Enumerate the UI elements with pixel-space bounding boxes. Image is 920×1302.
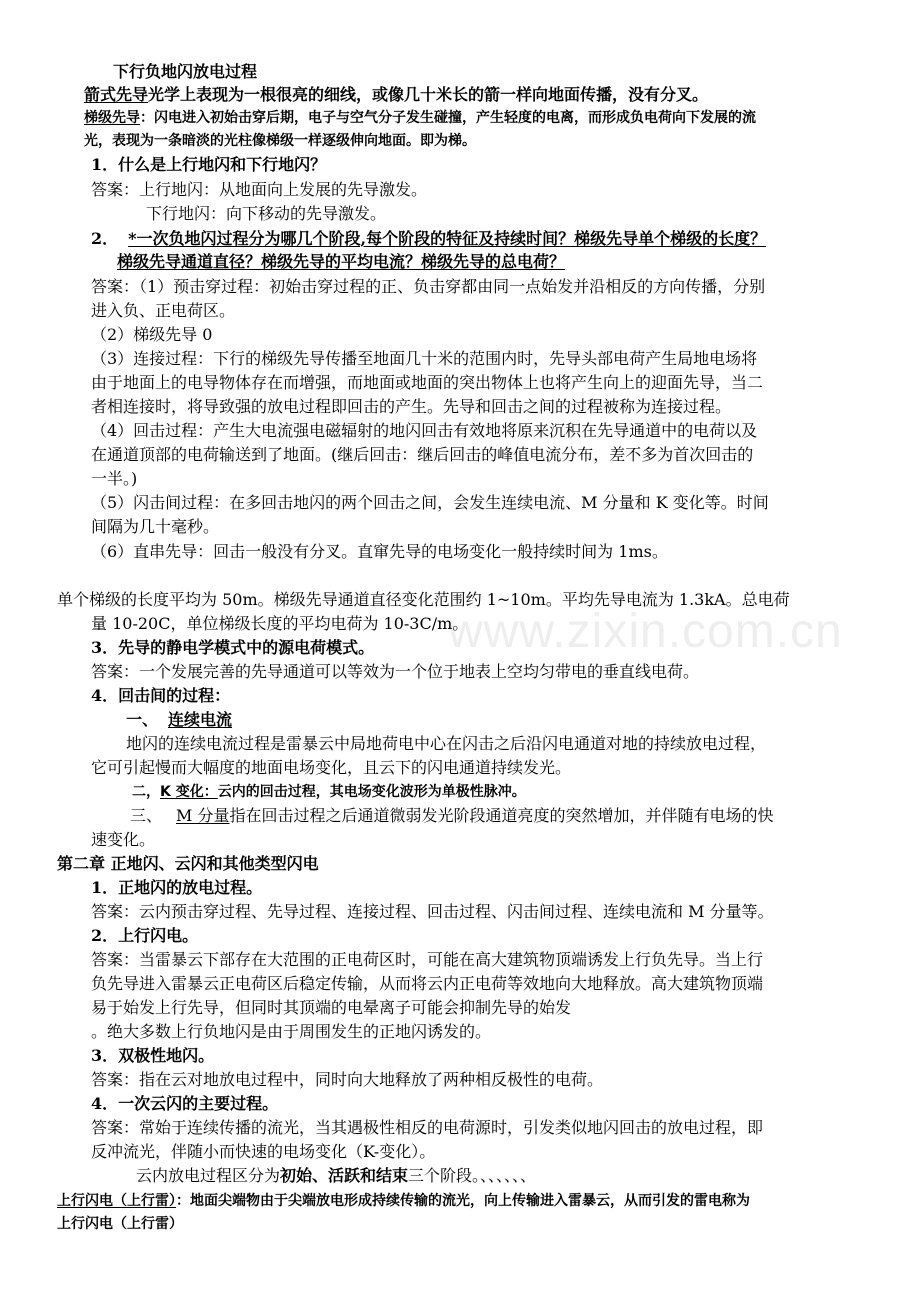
q2-answer-3: （3）连接过程：下行的梯级先导传播至地面几十米的范围内时，先导头部电荷产生局地电场将 (91, 349, 758, 368)
ch2-a2: 答案：当雷暴云下部存在大范围的正电荷区时，可能在高大建筑物顶端诱发上行负先导。当上行 (91, 950, 764, 969)
ch2-q2: 2．上行闪电。 (91, 926, 199, 945)
ch2-q3: 3．双极性地闪。 (91, 1046, 215, 1065)
q4-item-2 (132, 781, 526, 803)
ch2-a4: 答案：常始于连续传播的流光，当其遇极性相反的电荷源时，引发类似地闪回击的放电过程，即 (91, 1118, 764, 1137)
watermark: www.zixin.com.cn (448, 605, 843, 658)
stepped-leader-term: 梯级先导 (84, 110, 140, 126)
q2-answer-1: 答案：（1）预击穿过程：初始击穿过程的正、负击穿都由同一点始发并沿相反的方向传播，分别 (91, 277, 766, 296)
q4-item-2-num: 二， (132, 784, 160, 800)
upward-lightning-line (57, 1190, 750, 1212)
q1-answer-cont: 下行地闪：向下移动的先导激发。 (146, 204, 387, 223)
q4-item-3-num: 三、 (130, 806, 163, 825)
q4-item-1-num: 一、 (126, 710, 159, 729)
ch2-q1: 1．正地闪的放电过程。 (91, 878, 263, 897)
stepped-leader-desc-cont: 光，表现为一条暗淡的光柱像梯级一样逐级伸向地面。即为梯。 (84, 133, 476, 149)
q4-item-1 (126, 709, 232, 731)
q3-answer: 答案：一个发展完善的先导通道可以等效为一个位于地表上空均匀带电的垂直线电荷。 (91, 662, 700, 681)
q2-answer-3-cont2: 者相连接时，将导致强的放电过程即回击的产生。先导和回击之间的过程被称为连接过程。 (91, 397, 732, 416)
stats-line-cont: 量 10-20C，单位梯级长度的平均电荷为 10-3C/m。 (91, 614, 469, 633)
ch2-a1: 答案：云内预击穿过程、先导过程、连接过程、回击过程、闪击间过程、连续电流和 M 分量等。 (91, 902, 774, 921)
q4-item-1-desc: 地闪的连续电流过程是雷暴云中局地荷电中心在闪击之后沿闪电通道对地的持续放电过程， (126, 734, 767, 753)
q4-item-2-term: K 变化： (160, 784, 218, 800)
q2-answer-4: （4）回击过程：产生大电流强电磁辐射的地闪回击有效地将原来沉积在先导通道中的电荷以及 (91, 421, 758, 440)
q2-answer-4-cont: 在通道顶部的电荷输送到了地面。(继后回击：继后回击的峰值电流分布，差不多为首次回击的 (91, 445, 754, 464)
stepped-leader-line (84, 107, 756, 129)
q2-answer-6: （6）直串先导：回击一般没有分叉。直窜先导的电场变化一般持续时间为 1ms。 (91, 542, 668, 561)
ch2-a4-stages-bold: 初始、活跃和结束 (280, 1166, 409, 1185)
section-title: 下行负地闪放电过程 (113, 62, 258, 81)
ch2-a4-cont: 反冲流光，伴随小而快速的电场变化（K-变化）。 (91, 1142, 436, 1161)
q4-item-3 (130, 805, 774, 827)
q4-question: 4．回击间的过程： (91, 686, 231, 705)
q2-answer-5: （5）闪击间过程：在多回击地闪的两个回击之间，会发生连续电流、M 分量和 K 变化等。时间 (91, 493, 769, 512)
dart-leader-term: 箭式先导 (84, 85, 149, 104)
ch2-a4-stages-pre: 云内放电过程区分为 (136, 1166, 281, 1185)
ch2-a2-cont: 负先导进入雷暴云正电荷区后稳定传输，从而将云内正电荷等效地向大地释放。高大建筑物顶端 (91, 974, 764, 993)
chapter2-heading: 第二章 正地闪、云闪和其他类型闪电 (57, 854, 319, 873)
q2-answer-1-cont: 进入负、正电荷区。 (91, 301, 236, 320)
stats-line: 单个梯级的长度平均为 50m。梯级先导通道直径变化范围约 1~10m。平均先导电流为 1.3kA。总电荷 (57, 590, 790, 609)
ch2-a4-stages (136, 1165, 536, 1187)
q1-question: 1．什么是上行地闪和下行地闪？ (91, 155, 327, 174)
q3-question: 3．先导的静电学模式中的源电荷模式。 (91, 638, 375, 657)
q4-item-3-term: M 分量 (176, 806, 230, 825)
ch2-a4-stages-post: 三个阶段。、、、、、、 (408, 1166, 537, 1185)
ch2-a2-cont2: 易于始发上行先导，但同时其顶端的电晕离子可能会抑制先导的始发 (91, 998, 572, 1017)
q4-item-1-term: 连续电流 (168, 710, 233, 729)
q4-item-3-desc: 指在回击过程之后通道微弱发光阶段通道亮度的突然增加，并伴随有电场的快 (229, 806, 774, 825)
q2-number: 2． (91, 229, 119, 248)
q4-item-1-desc-cont: 它可引起慢而大幅度的地面电场变化，且云下的闪电通道持续发光。 (91, 758, 572, 777)
dart-leader-desc: 光学上表现为一根很亮的细线，或像几十米长的箭一样向地面传播，没有分叉。 (148, 85, 709, 104)
q2-question-line2: 梯级先导通道直径？梯级先导的平均电流？梯级先导的总电荷？ (117, 252, 566, 271)
ch2-a2-cont3: 。绝大多数上行负地闪是由于周围发生的正地闪诱发的。 (91, 1022, 492, 1041)
q2-answer-4-cont2: 一半。) (91, 469, 138, 488)
q2-answer-2: （2）梯级先导 0 (91, 325, 213, 344)
q2-question: *一次负地闪过程分为哪几个阶段,每个阶段的特征及持续时间？梯级先导单个梯级的长度？ (128, 229, 767, 248)
upward-lightning-desc-cont: 上行闪电（上行雷） (57, 1216, 183, 1232)
q4-item-2-desc: 云内的回击过程，其电场变化波形为单极性脉冲。 (217, 784, 526, 800)
q2-answer-5-cont: 间隔为几十毫秒。 (91, 517, 220, 536)
upward-lightning-desc: ：地面尖端物由于尖端放电形成持续传输的流光，向上传输进入雷暴云，从而引发的雷电称为 (176, 1193, 750, 1209)
q2-question-line1 (91, 228, 766, 250)
upward-lightning-term: 上行闪电（上行雷） (57, 1193, 176, 1209)
ch2-a3: 答案：指在云对地放电过程中，同时向大地释放了两种相反极性的电荷。 (91, 1070, 604, 1089)
q4-item-3-desc-cont: 速变化。 (91, 830, 156, 849)
q1-answer: 答案：上行地闪：从地面向上发展的先导激发。 (91, 180, 428, 199)
ch2-q4: 4．一次云闪的主要过程。 (91, 1094, 279, 1113)
dart-leader-line (84, 84, 708, 106)
stepped-leader-desc: ：闪电进入初始击穿后期，电子与空气分子发生碰撞，产生轻度的电离，而形成负电荷向下发展的流 (140, 110, 756, 126)
q2-answer-3-cont: 由于地面上的电导物体存在而增强，而地面或地面的突出物体上也将产生向上的迎面先导，当二 (91, 373, 764, 392)
